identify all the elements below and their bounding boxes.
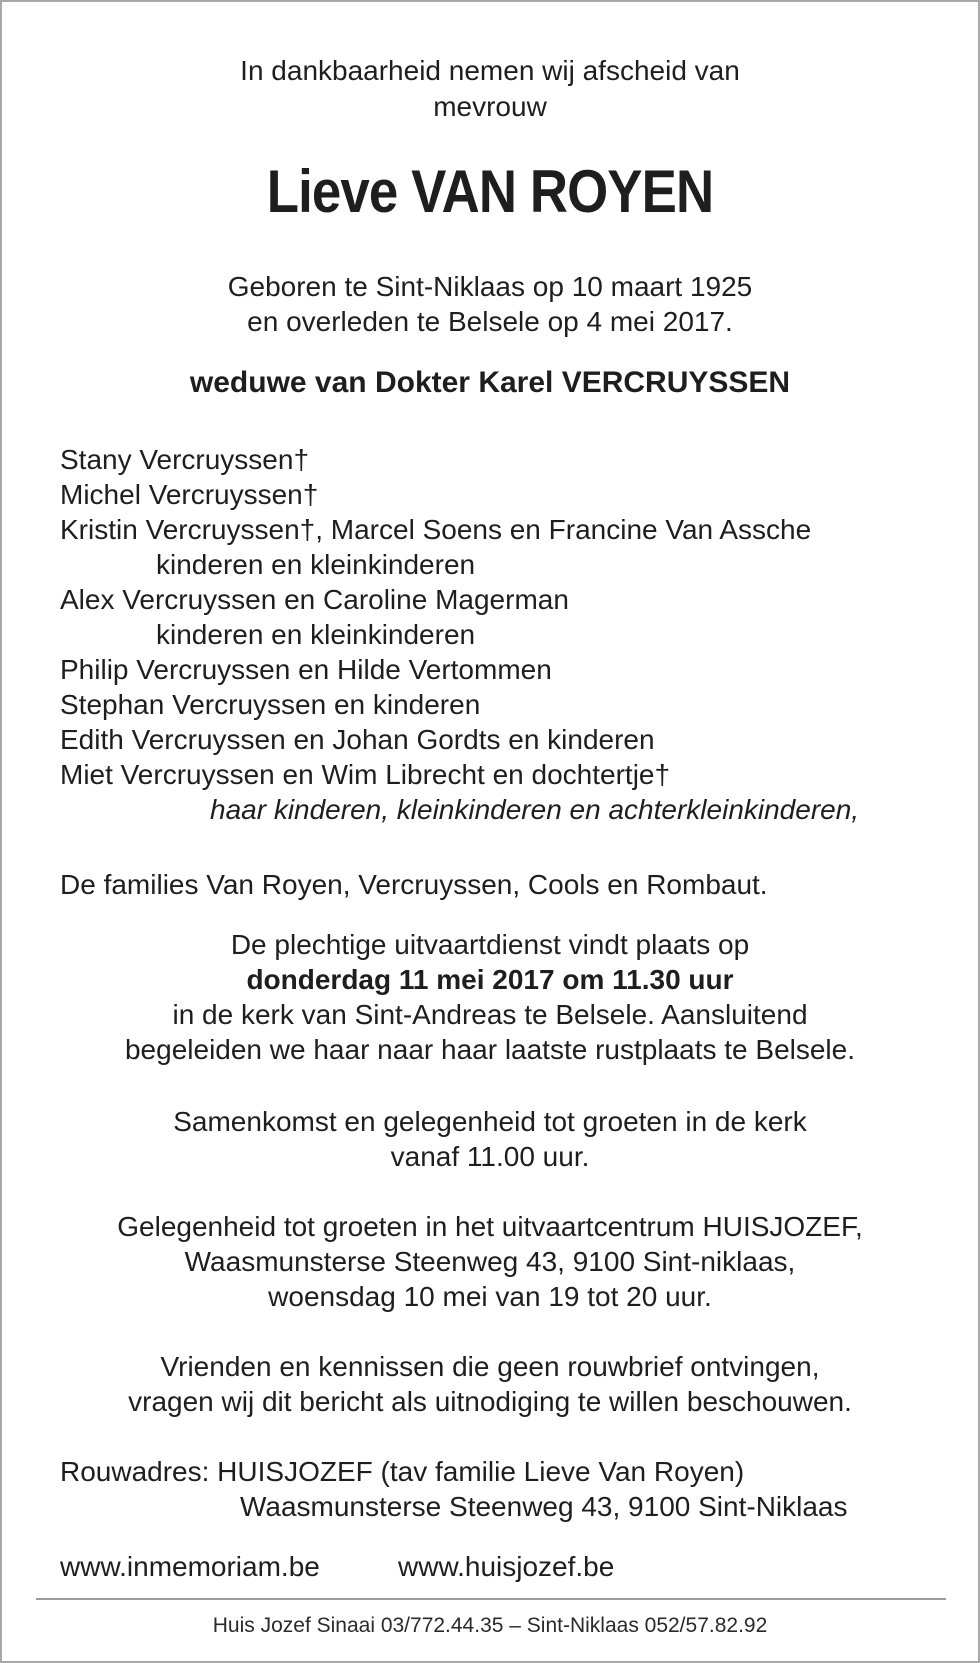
born-line: Geboren te Sint-Niklaas op 10 maart 1925: [227, 271, 753, 302]
family-line: Kristin Vercruyssen†, Marcel Soens en Francine Van Assche: [60, 514, 812, 545]
gathering-line-1: Samenkomst en gelegenheid tot groeten in de kerk: [173, 1106, 807, 1137]
intro-line-1: In dankbaarheid nemen wij afscheid van: [240, 55, 740, 86]
service-date: donderdag 11 mei 2017 om 11.30 uur: [246, 964, 734, 995]
website-huisjozef[interactable]: www.huisjozef.be: [398, 1551, 615, 1582]
visitation-line-3: woensdag 10 mei van 19 tot 20 uur.: [268, 1281, 712, 1312]
gathering-line-2: vanaf 11.00 uur.: [390, 1141, 590, 1172]
widow-line: weduwe van Dokter Karel VERCRUYSSEN: [189, 366, 791, 399]
deceased-name: Lieve VAN ROYEN: [266, 158, 714, 225]
address-line-2: Waasmunsterse Steenweg 43, 9100 Sint-Niklaas: [240, 1491, 848, 1522]
intro-line-2: mevrouw: [433, 91, 547, 122]
family-line: Miet Vercruyssen en Wim Librecht en dochtertje†: [60, 759, 671, 790]
family-line: Edith Vercruyssen en Johan Gordts en kinderen: [60, 724, 655, 755]
family-line: Michel Vercruyssen†: [60, 479, 319, 510]
address-line-1: Rouwadres: HUISJOZEF (tav familie Lieve Van Royen): [60, 1456, 745, 1487]
footer-divider: [36, 1598, 946, 1600]
family-line: Alex Vercruyssen en Caroline Magerman: [60, 584, 569, 615]
website-inmemoriam[interactable]: www.inmemoriam.be: [60, 1551, 320, 1582]
family-line: Stany Vercruyssen†: [60, 444, 310, 475]
family-line-indent: kinderen en kleinkinderen: [156, 549, 476, 580]
visitation-line-2: Waasmunsterse Steenweg 43, 9100 Sint-niklaas,: [184, 1246, 796, 1277]
service-line-3: in de kerk van Sint-Andreas te Belsele. Aansluitend: [172, 999, 808, 1030]
families-line: De families Van Royen, Vercruyssen, Cools en Rombaut.: [60, 869, 768, 900]
service-line-1: De plechtige uitvaartdienst vindt plaats op: [230, 929, 750, 960]
family-line-indent: kinderen en kleinkinderen: [156, 619, 476, 650]
invitation-line-2: vragen wij dit bericht als uitnodiging te willen beschouwen.: [128, 1386, 852, 1417]
family-summary: haar kinderen, kleinkinderen en achterkleinkinderen,: [210, 794, 860, 825]
visitation-line-1: Gelegenheid tot groeten in het uitvaartcentrum HUISJOZEF,: [117, 1211, 863, 1242]
invitation-line-1: Vrienden en kennissen die geen rouwbrief ontvingen,: [160, 1351, 820, 1382]
family-line: Stephan Vercruyssen en kinderen: [60, 689, 481, 720]
footer-contact: Huis Jozef Sinaai 03/772.44.35 – Sint-Niklaas 052/57.82.92: [212, 1614, 768, 1637]
family-line: Philip Vercruyssen en Hilde Vertommen: [60, 654, 552, 685]
died-line: en overleden te Belsele op 4 mei 2017.: [247, 306, 733, 337]
service-line-4: begeleiden we haar naar haar laatste rustplaats te Belsele.: [124, 1034, 856, 1065]
